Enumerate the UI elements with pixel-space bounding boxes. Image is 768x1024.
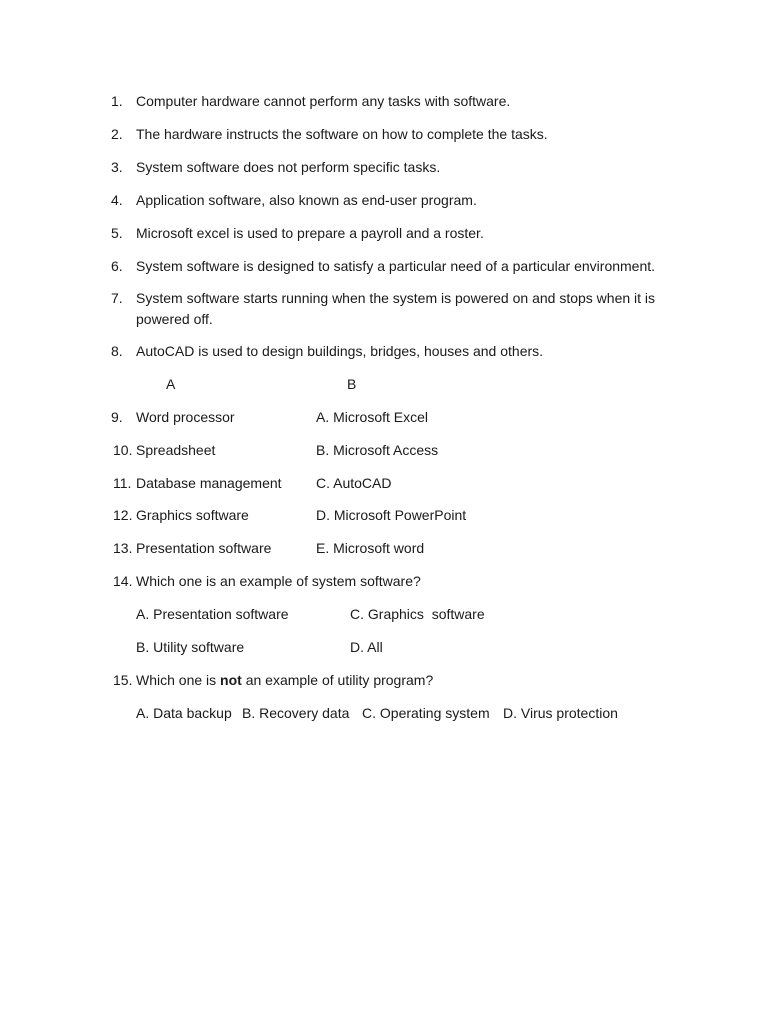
question-text: System software does not perform specific tasks. [136, 159, 441, 175]
question-text: System software is designed to satisfy a particular need of a particular environment. [136, 258, 656, 274]
question-number: 2. [111, 126, 123, 142]
column-a-item: Word processor [136, 409, 235, 425]
column-b-header: B [347, 376, 357, 392]
question-text-emphasis: not [220, 672, 242, 688]
option-d: D. Virus protection [503, 705, 618, 721]
question-text: The hardware instructs the software on how to complete the tasks. [136, 126, 548, 142]
option-b: B. Recovery data [242, 705, 350, 721]
question-text: Microsoft excel is used to prepare a payroll and a roster. [136, 225, 484, 241]
question-number: 3. [111, 159, 123, 175]
question-number: 12. [113, 507, 133, 523]
question-number: 4. [111, 192, 123, 208]
question-text: Computer hardware cannot perform any tasks with software. [136, 93, 511, 109]
column-a-item: Presentation software [136, 540, 272, 556]
column-b-item: B. Microsoft Access [316, 442, 439, 458]
question-text: Application software, also known as end-user program. [136, 192, 477, 208]
column-a-header: A [166, 376, 176, 392]
question-text [136, 670, 433, 690]
option-a: A. Presentation software [136, 606, 289, 622]
question-number: 7. [111, 290, 123, 306]
option-a: A. Data backup [136, 705, 232, 721]
question-number: 8. [111, 343, 123, 359]
question-number: 14. [113, 573, 133, 589]
column-b-item: A. Microsoft Excel [316, 409, 429, 425]
question-number: 15. [113, 672, 133, 688]
question-text: AutoCAD is used to design buildings, bridges, houses and others. [136, 343, 544, 359]
column-b-item: D. Microsoft PowerPoint [316, 507, 467, 523]
question-number: 6. [111, 258, 123, 274]
question-number: 9. [111, 409, 123, 425]
question-text: System software starts running when the system is powered on and stops when it is [136, 290, 656, 306]
option-d: D. All [350, 639, 383, 655]
column-a-item: Database management [136, 475, 282, 491]
option-c: C. Graphics software [350, 606, 485, 622]
question-number: 1. [111, 93, 123, 109]
question-text-continued: powered off. [136, 311, 213, 327]
column-a-item: Spreadsheet [136, 442, 216, 458]
question-text-after: an example of utility program? [241, 672, 434, 688]
question-number: 11. [113, 475, 132, 491]
column-a-item: Graphics software [136, 507, 249, 523]
column-b-item: E. Microsoft word [316, 540, 425, 556]
question-number: 5. [111, 225, 123, 241]
column-b-item: C. AutoCAD [316, 475, 392, 491]
option-b: B. Utility software [136, 639, 245, 655]
question-text-before: Which one is [136, 672, 221, 688]
question-text: Which one is an example of system software? [136, 573, 421, 589]
option-c: C. Operating system [362, 705, 490, 721]
question-number: 10. [113, 442, 133, 458]
question-number: 13. [113, 540, 133, 556]
